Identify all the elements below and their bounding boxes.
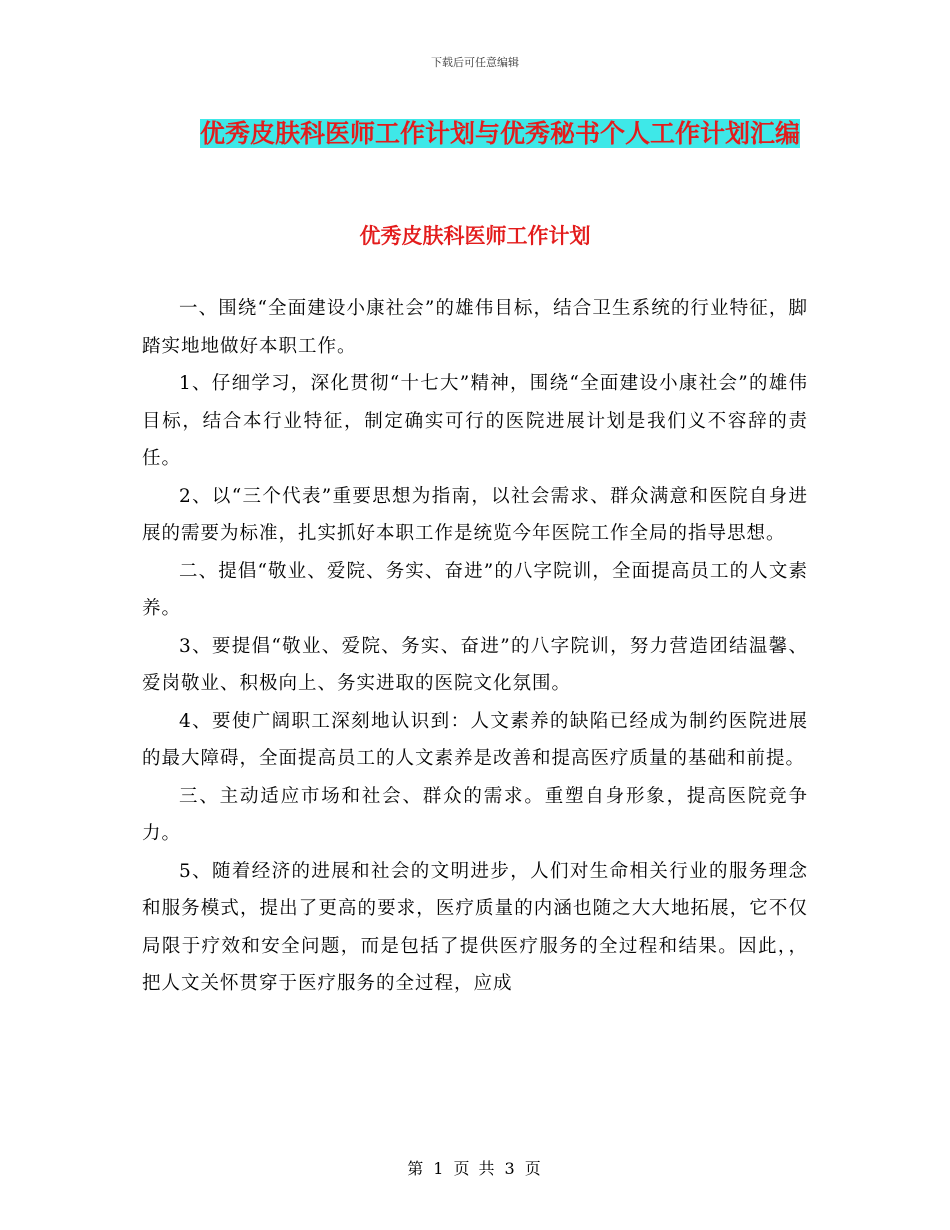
footer-suffix: 页 (524, 1159, 543, 1178)
paragraph: 1、仔细学习，深化贯彻“十七大”精神，围绕“全面建设小康社会”的雄伟目标，结合本行业特征，制定确实可行的医院进展计划是我们义不容辞的责任。 (142, 373, 808, 469)
footer-prefix: 第 (407, 1159, 426, 1178)
page-total: 3 (504, 1159, 517, 1178)
body-text (142, 290, 808, 1003)
paragraph: 二、提倡“敬业、爱院、务实、奋进”的八字院训，全面提高员工的人文素养。 (142, 560, 808, 619)
section-title: 优秀皮肤科医师工作计划 (359, 224, 591, 248)
footer-middle: 页 共 (453, 1159, 497, 1178)
document-title (190, 112, 810, 156)
page-footer (0, 1156, 950, 1179)
document-title-text: 优秀皮肤科医师工作计划与优秀秘书个人工作计划汇编 (199, 119, 800, 148)
paragraph: 2、以“三个代表”重要思想为指南，以社会需求、群众满意和医院自身进展的需要为标准，扎实抓好本职工作是统览今年医院工作全局的指导思想。 (142, 485, 808, 544)
paragraph: 4、要使广阔职工深刻地认识到：人文素养的缺陷已经成为制约医院进展的最大障碍，全面提高员工的人文素养是改善和提高医疗质量的基础和前提。 (142, 710, 808, 769)
paragraph: 三、主动适应市场和社会、群众的需求。重塑自身形象，提高医院竞争力。 (142, 785, 808, 844)
page-number: 1 (433, 1159, 446, 1178)
paragraph: 3、要提倡“敬业、爱院、务实、奋进”的八字院训，努力营造团结温馨、爱岗敬业、积极向上、务实进取的医院文化氛围。 (142, 635, 808, 694)
paragraph: 5、随着经济的进展和社会的文明进步，人们对生命相关行业的服务理念和服务模式，提出了更高的要求，医疗质量的内涵也随之大大地拓展，它不仅局限于疗效和安全问题，而是包括了提供医疗服务的全过程和结果。因此，，把人文关怀贯穿于医疗服务的全过程，应成 (142, 860, 808, 994)
paragraph: 一、围绕“全面建设小康社会”的雄伟目标，结合卫生系统的行业特征，脚踏实地地做好本职工作。 (142, 298, 808, 357)
header-note: 下载后可任意编辑 (431, 56, 519, 69)
